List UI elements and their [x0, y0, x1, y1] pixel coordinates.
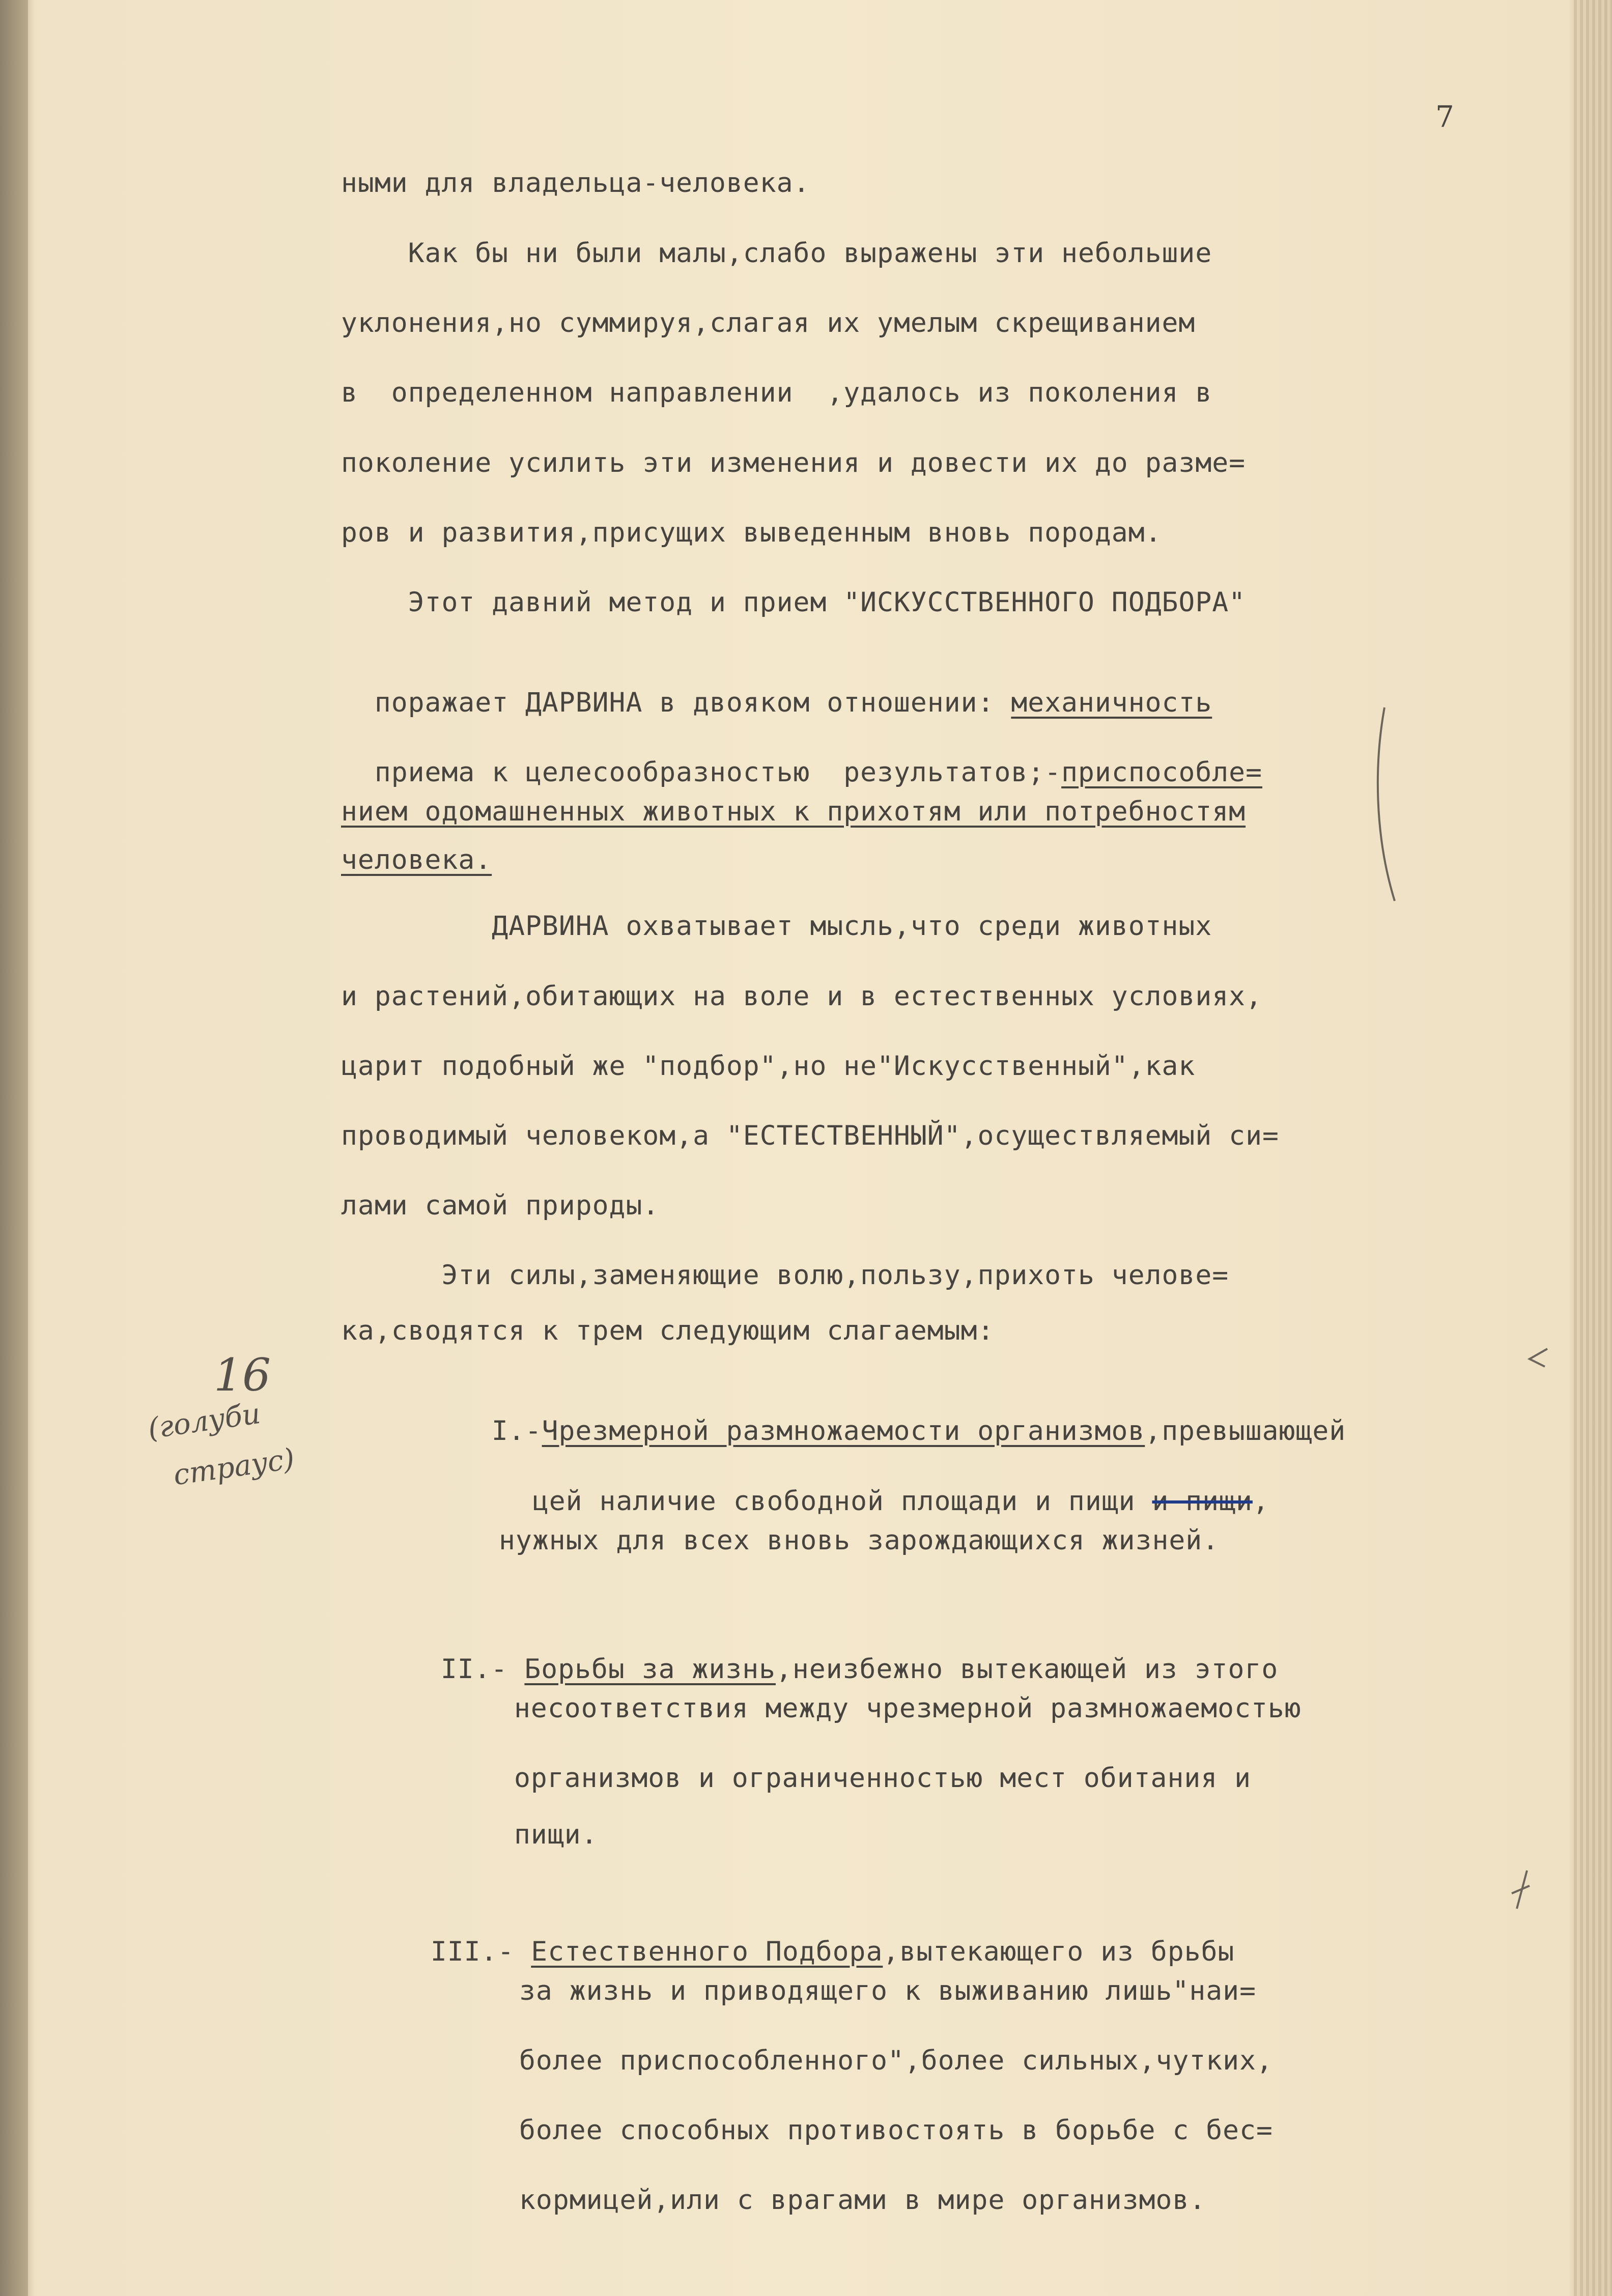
- list-item-1-line-2-text: цей наличие свободной площади и пищи: [532, 1486, 1152, 1517]
- text-line-5: поколение усилить эти изменения и довести их до разме=: [341, 447, 1246, 478]
- list-item-1-line-3: нужных для всех вновь зарождающихся жизней.: [499, 1525, 1220, 1556]
- list-item-2-line-3: организмов и ограниченностью мест обитания и: [514, 1763, 1251, 1794]
- text-line-9: [341, 727, 1262, 788]
- list-item-1: [458, 1385, 1346, 1447]
- list-item-3-line-3: более приспособленного",более сильных,чутких,: [519, 2045, 1273, 2076]
- text-line-2: Как бы ни были малы,слабо выражены эти небольшие: [341, 238, 1212, 269]
- list-item-3-line-5: кормицей,или с врагами в мире организмов.: [519, 2185, 1206, 2216]
- text-line-12: ДАРВИНА охватывает мысль,что среди животных: [341, 911, 1212, 942]
- list-item-3: [397, 1906, 1234, 1967]
- handwritten-note-line-1: (голуби: [146, 1397, 263, 1446]
- binding-edge: [0, 0, 28, 2296]
- underlined-mechanicity: механичность: [1011, 687, 1212, 718]
- text-line-16: лами самой природы.: [341, 1190, 660, 1221]
- text-line-8: [341, 657, 1212, 718]
- text-line-6: ров и развития,присущих выведенным вновь породам.: [341, 517, 1162, 548]
- text-line-18: ка,сводятся к трем следующим слагаемым:: [341, 1315, 995, 1346]
- text-line-10: нием одомашненных животных к прихотям или потребностям: [341, 796, 1246, 827]
- underlined-excessive: Чрезмерной размножаемости организмов: [542, 1415, 1145, 1447]
- pencil-slash-mark: [1507, 1868, 1537, 1914]
- underlined-adaptation: приспособле=: [1061, 757, 1262, 788]
- text-line-11: человека.: [341, 844, 492, 875]
- list-item-1-line-2: цей наличие свободной площади и пищи и пищи,: [532, 1486, 1269, 1517]
- text-line-8-start: поражает ДАРВИНА в двояком отношении:: [374, 687, 1011, 718]
- list-item-1-rest: ,превышающей: [1145, 1415, 1346, 1447]
- text-line-14: царит подобный же "подбор",но не"Искусственный",как: [341, 1051, 1196, 1082]
- text-line-15: проводимый человеком,а "ЕСТЕСТВЕННЫЙ",осуществляемый си=: [341, 1120, 1279, 1151]
- text-line-4: в определенном направлении ,удалось из поколения в: [341, 377, 1212, 408]
- page-stack-edge: [1574, 0, 1612, 2296]
- list-item-2-rest: ,неизбежно вытекающей из этого: [776, 1654, 1279, 1685]
- underlined-natural: Естественного Подбора: [531, 1936, 883, 1967]
- handwritten-note-line-2: страус): [171, 1442, 297, 1492]
- list-item-2: [407, 1624, 1278, 1685]
- list-item-2-line-4: пищи.: [514, 1819, 598, 1850]
- text-line-17: Эти силы,заменяющие волю,пользу,прихоть челове=: [341, 1260, 1229, 1291]
- list-item-3-marker: III.-: [430, 1936, 531, 1967]
- list-item-3-rest: ,вытекающего из брьбы: [883, 1936, 1235, 1967]
- underlined-struggle: Борьбы за жизнь: [524, 1654, 776, 1685]
- text-line-13: и растений,обитающих на воле и в естественных условиях,: [341, 981, 1262, 1012]
- list-item-2-marker: II.-: [440, 1654, 525, 1685]
- pencil-tick-mark: [1522, 1344, 1552, 1374]
- list-item-3-line-4: более способных противостоять в борьбе с бес=: [519, 2115, 1273, 2146]
- page-number: 7: [1435, 99, 1454, 134]
- text-line-9-start: приема к целесообразностью результатов;-: [374, 757, 1062, 788]
- list-item-2-line-2: несоответствия между чрезмерной размножаемостью: [514, 1693, 1302, 1724]
- list-item-1-marker: I.-: [491, 1415, 542, 1447]
- list-item-3-line-2: за жизнь и приводящего к выживанию лишь"наи=: [519, 1975, 1256, 2006]
- text-line-7: Этот давний метод и прием "ИСКУССТВЕННОГО ПОДБОРА": [341, 587, 1246, 618]
- pencil-bracket-mark: [1364, 702, 1425, 906]
- text-line-1: ными для владельца-человека.: [341, 167, 810, 199]
- handwritten-number: 16: [214, 1349, 271, 1401]
- text-line-3: уклонения,но суммируя,слагая их умелым скрещиванием: [341, 307, 1196, 338]
- struck-text: и пищи: [1152, 1486, 1253, 1517]
